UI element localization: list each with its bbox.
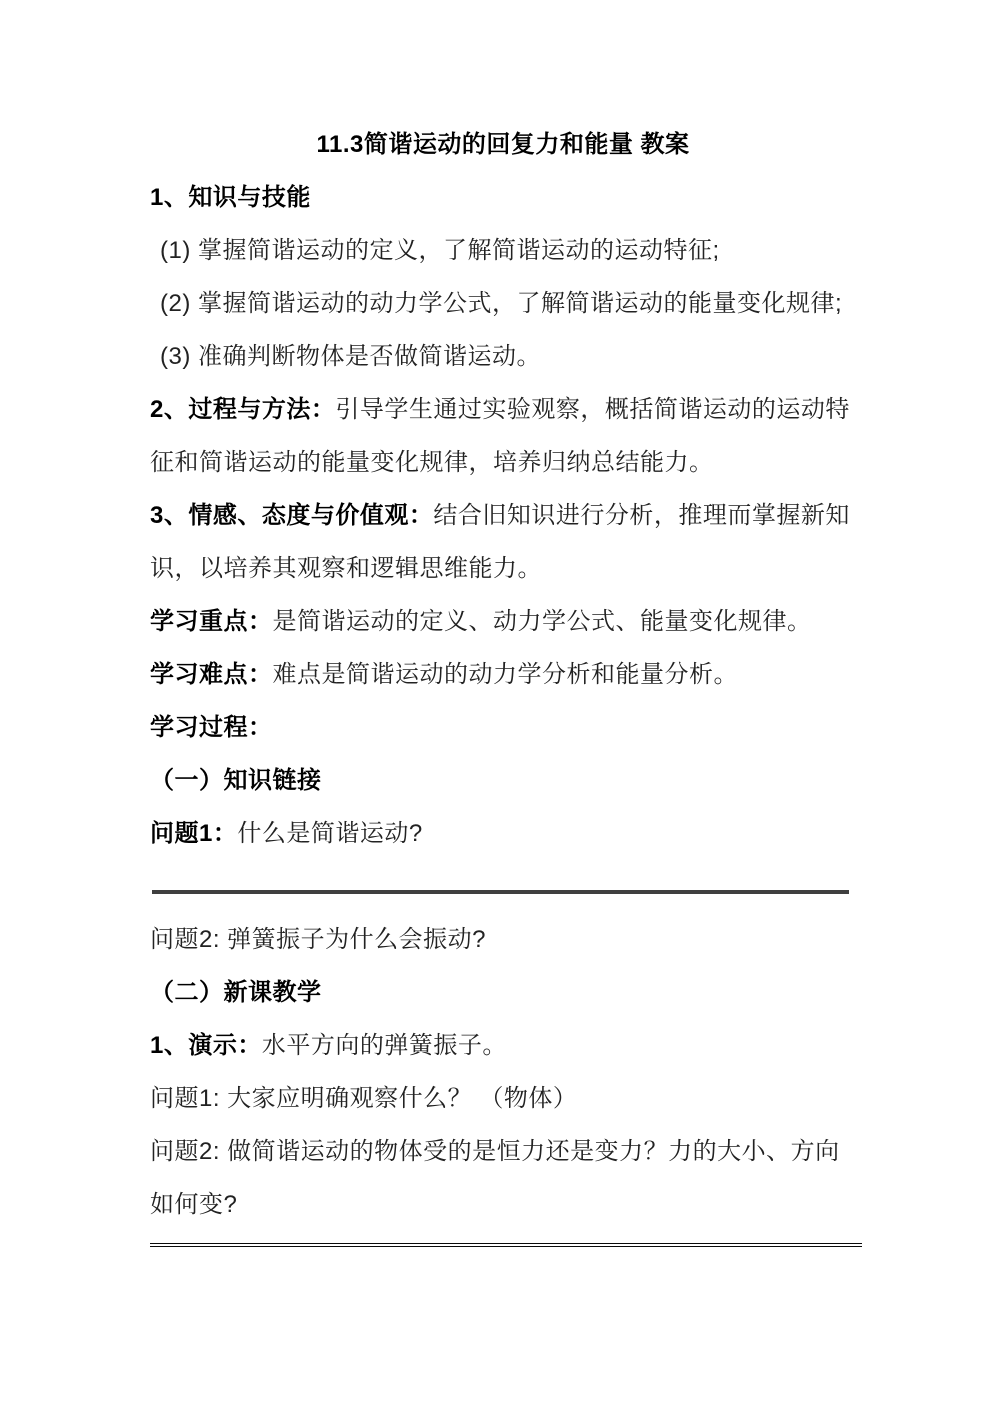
heading-section-two: （二）新课教学 (150, 979, 322, 1006)
paragraph-key-point (150, 595, 856, 648)
paragraph-emotion-values-label: 3、情感、态度与价值观： (150, 502, 434, 529)
heading-knowledge-skills: 1、知识与技能 (150, 184, 311, 211)
heading-section-one: （一）知识链接 (150, 767, 322, 794)
document-title: 11.3简谐运动的回复力和能量 教案 (316, 131, 690, 158)
section-two-question-2: 问题2: 做简谐运动的物体受的是恒力还是变力？力的大小、方向如何变? (150, 1138, 840, 1218)
paragraph-key-point-label: 学习重点： (150, 608, 273, 635)
paragraph-process-method-text: 引导学生通过实验观察，概括简谐运动的运动特征和简谐运动的能量变化规律，培养归纳总结能力。 (150, 396, 850, 476)
section-two-demo-text: 水平方向的弹簧振子。 (261, 1032, 507, 1059)
answer-blank-rule-2 (150, 1231, 856, 1284)
paragraph-difficulty (150, 648, 856, 701)
section-one-question-1-label: 问题1： (150, 820, 238, 847)
paragraph-process-method-label: 2、过程与方法： (150, 396, 336, 423)
answer-blank-rule-1 (150, 860, 856, 913)
paragraph-difficulty-text: 难点是简谐运动的动力学分析和能量分析。 (272, 661, 738, 688)
paragraph-emotion-values (150, 489, 856, 595)
section-one-question-1 (150, 807, 856, 860)
document-content (150, 118, 856, 1284)
section-one-question-1-text: 什么是简谐运动? (237, 820, 423, 847)
objective-item-3: (3) 准确判断物体是否做简谐运动。 (160, 343, 541, 370)
heading-learning-process: 学习过程： (150, 714, 273, 741)
paragraph-emotion-values-text: 结合旧知识进行分析，推理而掌握新知识，以培养其观察和逻辑思维能力。 (150, 502, 850, 582)
paragraph-process-method (150, 383, 856, 489)
section-two-question-1: 问题1: 大家应明确观察什么？ （物体） (150, 1085, 578, 1112)
objective-item-1: (1) 掌握简谐运动的定义，了解简谐运动的运动特征; (160, 237, 720, 264)
section-one-question-2: 问题2: 弹簧振子为什么会振动? (150, 926, 487, 953)
section-two-demo (150, 1019, 856, 1072)
section-two-demo-label: 1、演示： (150, 1032, 262, 1059)
paragraph-key-point-text: 是简谐运动的定义、动力学公式、能量变化规律。 (272, 608, 812, 635)
objective-item-2: (2) 掌握简谐运动的动力学公式，了解简谐运动的能量变化规律; (160, 290, 843, 317)
paragraph-difficulty-label: 学习难点： (150, 661, 273, 688)
